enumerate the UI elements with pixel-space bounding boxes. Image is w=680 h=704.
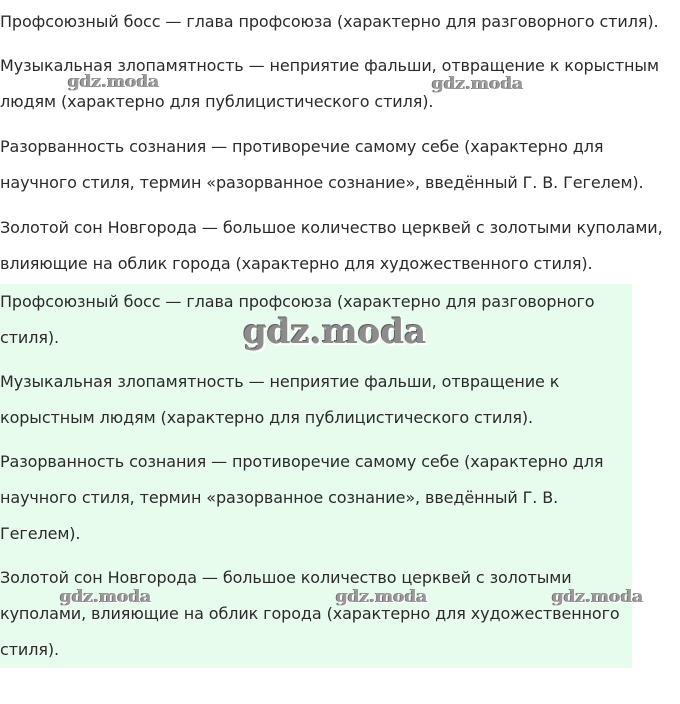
highlighted-answer-panel [0,284,632,668]
highlighted-paragraph-zolotoy-son-novgoroda: Золотой сон Новгорода — большое количество церквей с золотыми куполами, влияющие на облик города (характерно для художественного стиля). [0,568,620,659]
watermark-logo: gdz.moda [60,587,152,607]
paragraph-razorvannost-soznaniya: Разорванность сознания — противоречие самому себе (характерно для научного стиля, термин «разорванное сознание», введённый Г. В. Гегелем). [0,137,644,192]
paragraph-zolotoy-son-novgoroda: Золотой сон Новгорода — большое количество церквей с золотыми куполами, влияющие на облик города (характерно для художественного стиля). [0,218,663,273]
watermark-logo: gdz.moda [68,72,160,92]
highlighted-paragraph-profsoyuzny-boss: Профсоюзный босс — глава профсоюза (характерно для разговорного стиля). [0,292,595,347]
watermark-logo: gdz.moda [336,587,428,607]
watermark-logo: gdz.moda [432,74,524,94]
watermark-logo: gdz.moda [552,587,644,607]
watermark-logo-large: gdz.moda [243,312,427,352]
paragraph-muzykalnaya-zlopamyatnost: Музыкальная злопамятность — неприятие фальши, отвращение к корыстным людям (характерно для публицистического стиля). [0,56,659,111]
highlighted-paragraph-muzykalnaya-zlopamyatnost: Музыкальная злопамятность — неприятие фальши, отвращение к корыстным людям (характерно для публицистического стиля). [0,372,560,427]
paragraph-profsoyuzny-boss: Профсоюзный босс — глава профсоюза (характерно для разговорного стиля). [0,12,659,31]
highlighted-paragraph-razorvannost-soznaniya: Разорванность сознания — противоречие самому себе (характерно для научного стиля, термин «разорванное сознание», введённый Г. В. Гегелем). [0,452,604,543]
